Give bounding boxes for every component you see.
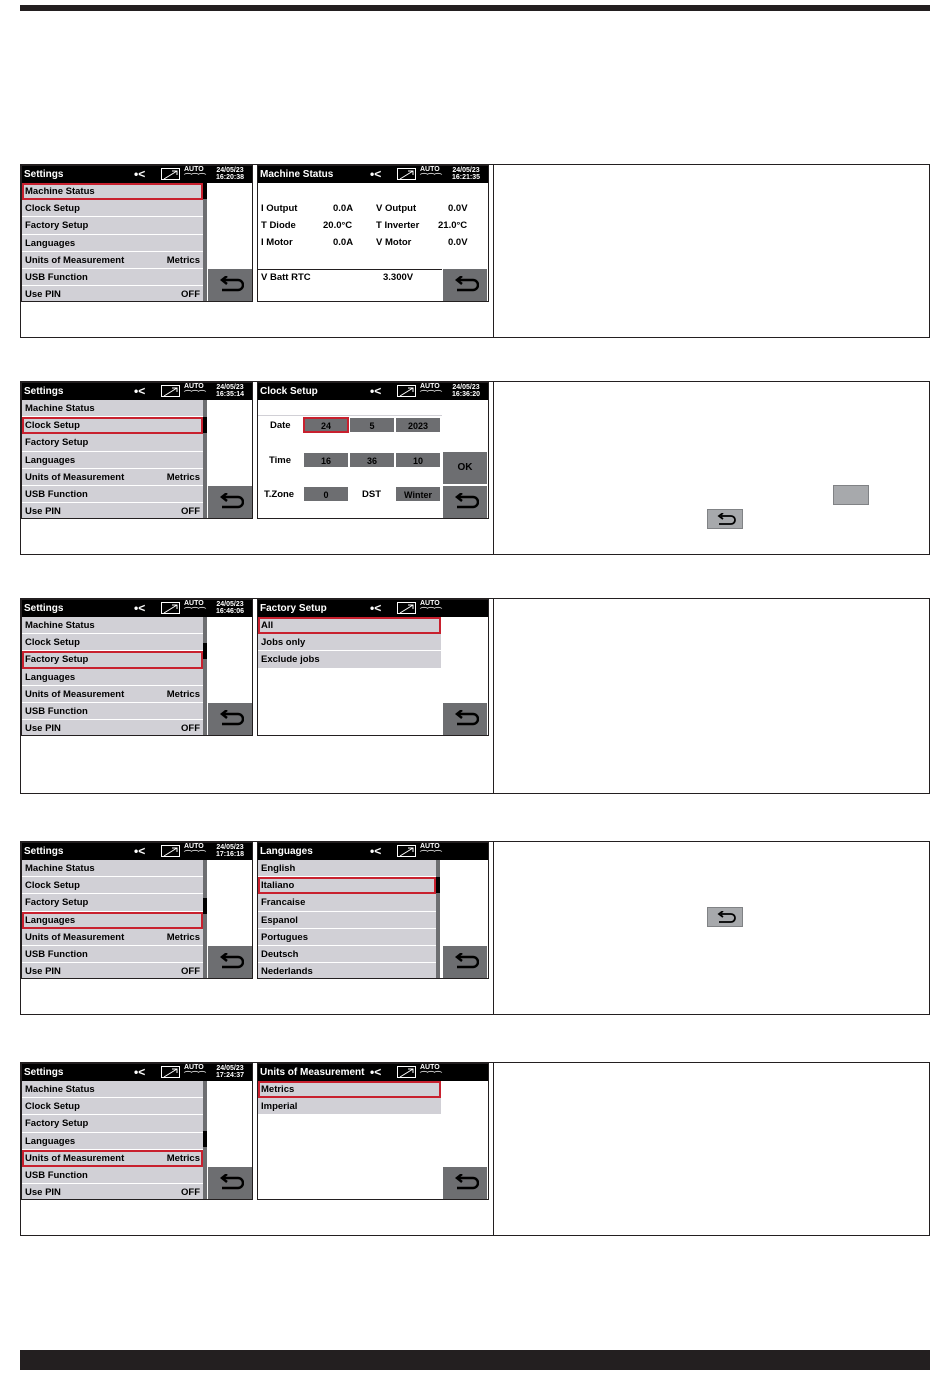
year-field[interactable]: 2023	[395, 417, 441, 433]
menu-item-usb-function[interactable]: USB Function	[22, 269, 203, 286]
wave-icon: ⌒⌒⌒	[184, 850, 205, 859]
header-date: 24/05/23	[452, 384, 480, 391]
wave-icon: ⌒⌒⌒	[420, 850, 441, 859]
back-arrow-icon	[453, 953, 479, 971]
option-jobs-only[interactable]: Jobs only	[258, 634, 441, 651]
back-arrow-icon	[453, 276, 479, 294]
t-diode-label: T Diode	[261, 220, 296, 231]
settings-menu	[22, 860, 203, 979]
status-header	[258, 166, 488, 183]
option-all[interactable]: All	[258, 617, 441, 634]
trend-arrow-icon	[161, 845, 180, 857]
back-arrow-icon	[218, 276, 244, 294]
screen-title: Settings	[24, 386, 64, 397]
header-time: 16:20:38	[215, 174, 245, 181]
settings-screen	[21, 1063, 253, 1200]
i-output-label: I Output	[261, 203, 298, 214]
back-button[interactable]	[442, 702, 488, 736]
trend-arrow-icon	[397, 845, 416, 857]
scroll-thumb[interactable]	[436, 877, 440, 893]
trend-arrow-icon	[397, 602, 416, 614]
i-output-value: 0.0A	[333, 203, 354, 214]
auto-label: AUTO	[184, 383, 204, 390]
screen-title: Machine Status	[260, 169, 334, 180]
status-header	[258, 843, 488, 860]
t-inverter-label: T Inverter	[376, 220, 420, 231]
status-header	[22, 600, 252, 617]
auto-label: AUTO	[420, 383, 440, 390]
back-arrow-icon	[218, 493, 244, 511]
scroll-thumb[interactable]	[203, 417, 207, 433]
field-swatch-icon	[833, 485, 869, 505]
spacer-row	[258, 400, 442, 416]
trend-arrow-icon	[397, 385, 416, 397]
back-arrow-icon	[453, 710, 479, 728]
menu-item-languages[interactable]: Languages	[22, 235, 203, 252]
wave-icon: ⌒⌒⌒	[420, 390, 441, 399]
time-label: Time	[269, 455, 292, 466]
menu-item-units[interactable]: Units of Measurement Metrics	[22, 1150, 203, 1167]
trend-arrow-icon	[397, 168, 416, 180]
language-portugues[interactable]: Portugues	[258, 929, 436, 946]
tzone-field[interactable]: 0	[303, 486, 349, 502]
menu-item-machine-status[interactable]: Machine Status	[22, 183, 203, 200]
option-exclude-jobs[interactable]: Exclude jobs	[258, 651, 441, 668]
scroll-thumb[interactable]	[203, 898, 207, 914]
row-clock-setup	[20, 381, 930, 555]
row-divider	[493, 165, 494, 337]
v-batt-label: V Batt RTC	[261, 272, 311, 283]
wave-icon: ⌒⌒⌒	[184, 607, 205, 616]
row-units	[20, 1062, 930, 1236]
header-time: 16:36:20	[451, 391, 481, 398]
scroll-thumb[interactable]	[203, 1131, 207, 1147]
menu-item-factory-setup[interactable]: Factory Setup	[22, 217, 203, 234]
minute-field[interactable]: 36	[349, 452, 395, 468]
menu-item-languages[interactable]: Languages	[22, 912, 203, 929]
usb-icon: •<	[134, 1065, 146, 1079]
top-rule	[20, 5, 930, 11]
trend-arrow-icon	[161, 1066, 180, 1078]
trend-arrow-icon	[397, 1066, 416, 1078]
back-arrow-icon	[453, 493, 479, 511]
back-button[interactable]	[442, 945, 488, 979]
usb-icon: •<	[370, 844, 382, 858]
settings-menu	[22, 183, 203, 302]
auto-label: AUTO	[184, 166, 204, 173]
menu-item-clock-setup[interactable]: Clock Setup	[22, 417, 203, 434]
v-motor-label: V Motor	[376, 237, 412, 248]
back-button-reference-icon	[707, 907, 743, 927]
language-deutsch[interactable]: Deutsch	[258, 946, 436, 963]
back-button[interactable]	[442, 268, 488, 302]
auto-label: AUTO	[420, 166, 440, 173]
language-italiano[interactable]: Italiano	[258, 877, 436, 894]
date-label: Date	[270, 420, 291, 431]
trend-arrow-icon	[161, 602, 180, 614]
usb-icon: •<	[134, 167, 146, 181]
usb-icon: •<	[370, 167, 382, 181]
settings-menu	[22, 400, 203, 519]
dst-label: DST	[362, 489, 381, 500]
row-divider	[493, 842, 494, 1014]
usb-icon: •<	[134, 384, 146, 398]
row-machine-status	[20, 164, 930, 338]
auto-label: AUTO	[420, 843, 440, 850]
header-date: 24/05/23	[216, 167, 244, 174]
menu-item-usb-function[interactable]: USB Function	[22, 486, 203, 503]
menu-item-languages[interactable]: Languages	[22, 452, 203, 469]
second-field[interactable]: 10	[395, 452, 441, 468]
t-diode-value: 20.0°C	[323, 220, 353, 231]
back-arrow-icon	[218, 953, 244, 971]
menu-item-units[interactable]: Units of Measurement Metrics	[22, 929, 203, 946]
menu-item-use-pin[interactable]: Use PIN OFF	[22, 720, 203, 736]
status-header	[22, 843, 252, 860]
header-date: 24/05/23	[216, 844, 244, 851]
usb-icon: •<	[370, 601, 382, 615]
divider	[258, 269, 442, 270]
status-header	[258, 1064, 488, 1081]
wave-icon: ⌒⌒⌒	[184, 1071, 205, 1080]
settings-screen	[21, 382, 253, 519]
option-metrics[interactable]: Metrics	[258, 1081, 441, 1098]
menu-item-clock-setup[interactable]: Clock Setup	[22, 877, 203, 894]
header-time: 17:24:37	[215, 1072, 245, 1079]
menu-item-usb-function[interactable]: USB Function	[22, 1167, 203, 1184]
trend-arrow-icon	[161, 168, 180, 180]
clock-setup-screen	[257, 382, 489, 519]
menu-item-units[interactable]: Units of Measurement Metrics	[22, 469, 203, 486]
i-motor-value: 0.0A	[333, 237, 354, 248]
back-button[interactable]	[442, 1166, 488, 1200]
row-languages	[20, 841, 930, 1015]
auto-label: AUTO	[420, 600, 440, 607]
auto-label: AUTO	[184, 600, 204, 607]
back-button[interactable]	[207, 268, 253, 302]
menu-item-machine-status[interactable]: Machine Status	[22, 617, 203, 634]
settings-screen	[21, 165, 253, 302]
menu-item-machine-status[interactable]: Machine Status	[22, 1081, 203, 1098]
menu-item-clock-setup[interactable]: Clock Setup	[22, 634, 203, 651]
v-output-label: V Output	[376, 203, 417, 214]
screen-title: Clock Setup	[260, 386, 318, 397]
header-time: 16:35:14	[215, 391, 245, 398]
factory-setup-screen	[257, 599, 489, 736]
screen-title: Settings	[24, 169, 64, 180]
back-arrow-icon	[218, 1174, 244, 1192]
header-date: 24/05/23	[216, 1065, 244, 1072]
back-button[interactable]	[207, 485, 253, 519]
menu-item-languages[interactable]: Languages	[22, 1133, 203, 1150]
ok-button[interactable]: OK	[442, 451, 488, 485]
language-espanol[interactable]: Espanol	[258, 912, 436, 929]
machine-status-screen	[257, 165, 489, 302]
menu-item-machine-status[interactable]: Machine Status	[22, 860, 203, 877]
month-field[interactable]: 5	[349, 417, 395, 433]
menu-item-use-pin[interactable]: Use PIN OFF	[22, 286, 203, 302]
auto-label: AUTO	[184, 843, 204, 850]
usb-icon: •<	[134, 601, 146, 615]
i-motor-label: I Motor	[261, 237, 293, 248]
wave-icon: ⌒⌒⌒	[420, 1071, 441, 1080]
usb-icon: •<	[370, 384, 382, 398]
header-date: 24/05/23	[216, 384, 244, 391]
scroll-thumb[interactable]	[203, 643, 207, 659]
t-inverter-value: 21.0°C	[438, 220, 468, 231]
back-button[interactable]	[207, 945, 253, 979]
status-header	[22, 166, 252, 183]
menu-item-machine-status[interactable]: Machine Status	[22, 400, 203, 417]
back-arrow-icon	[453, 1174, 479, 1192]
menu-item-use-pin[interactable]: Use PIN OFF	[22, 963, 203, 979]
back-button[interactable]	[442, 485, 488, 519]
screen-title: Units of Measurement	[260, 1067, 365, 1078]
menu-item-units[interactable]: Units of Measurement Metrics	[22, 686, 203, 703]
menu-item-factory-setup[interactable]: Factory Setup	[22, 434, 203, 451]
menu-item-use-pin[interactable]: Use PIN OFF	[22, 503, 203, 519]
menu-item-usb-function[interactable]: USB Function	[22, 946, 203, 963]
language-english[interactable]: English	[258, 860, 436, 877]
menu-item-factory-setup[interactable]: Factory Setup	[22, 651, 203, 668]
back-button[interactable]	[207, 1166, 253, 1200]
menu-item-factory-setup[interactable]: Factory Setup	[22, 894, 203, 911]
scrollbar[interactable]	[436, 860, 440, 979]
screen-title: Settings	[24, 846, 64, 857]
menu-item-units[interactable]: Units of Measurement Metrics	[22, 252, 203, 269]
settings-menu	[22, 617, 203, 736]
menu-item-factory-setup[interactable]: Factory Setup	[22, 1115, 203, 1132]
header-time: 16:46:06	[215, 608, 245, 615]
auto-label: AUTO	[420, 1064, 440, 1071]
wave-icon: ⌒⌒⌒	[420, 173, 441, 182]
dst-field[interactable]: Winter	[395, 486, 441, 502]
status-header	[22, 1064, 252, 1081]
menu-item-usb-function[interactable]: USB Function	[22, 703, 203, 720]
header-time: 16:21:35	[451, 174, 481, 181]
units-options-list	[258, 1081, 441, 1115]
wave-icon: ⌒⌒⌒	[420, 607, 441, 616]
header-time: 17:16:18	[215, 851, 245, 858]
tzone-label: T.Zone	[264, 489, 295, 500]
status-header	[22, 383, 252, 400]
auto-label: AUTO	[184, 1064, 204, 1071]
usb-icon: •<	[134, 844, 146, 858]
header-date: 24/05/23	[216, 601, 244, 608]
back-button[interactable]	[207, 702, 253, 736]
menu-item-clock-setup[interactable]: Clock Setup	[22, 1098, 203, 1115]
language-list	[258, 860, 436, 979]
settings-menu	[22, 1081, 203, 1200]
menu-item-use-pin[interactable]: Use PIN OFF	[22, 1184, 203, 1200]
usb-icon: •<	[370, 1065, 382, 1079]
languages-screen	[257, 842, 489, 979]
screen-title: Factory Setup	[260, 603, 327, 614]
v-motor-value: 0.0V	[448, 237, 468, 248]
status-header	[258, 600, 488, 617]
row-divider	[493, 1063, 494, 1235]
trend-arrow-icon	[161, 385, 180, 397]
language-francaise[interactable]: Francaise	[258, 894, 436, 911]
units-screen	[257, 1063, 489, 1200]
scroll-thumb[interactable]	[203, 183, 207, 199]
header-date: 24/05/23	[452, 167, 480, 174]
menu-item-languages[interactable]: Languages	[22, 669, 203, 686]
back-arrow-icon	[218, 710, 244, 728]
option-imperial[interactable]: Imperial	[258, 1098, 441, 1115]
screen-title: Languages	[260, 846, 313, 857]
settings-screen	[21, 599, 253, 736]
status-header	[258, 383, 488, 400]
wave-icon: ⌒⌒⌒	[184, 390, 205, 399]
hour-field[interactable]: 16	[303, 452, 349, 468]
factory-options-list	[258, 617, 441, 669]
back-button-reference-icon	[707, 509, 743, 529]
row-divider	[493, 599, 494, 793]
wave-icon: ⌒⌒⌒	[184, 173, 205, 182]
v-output-value: 0.0V	[448, 203, 468, 214]
language-nederlands[interactable]: Nederlands	[258, 963, 436, 979]
row-factory-setup	[20, 598, 930, 794]
row-divider	[493, 382, 494, 554]
screen-title: Settings	[24, 603, 64, 614]
bottom-rule	[20, 1350, 930, 1370]
day-field[interactable]: 24	[303, 417, 349, 433]
screen-title: Settings	[24, 1067, 64, 1078]
v-batt-value: 3.300V	[383, 272, 414, 283]
settings-screen	[21, 842, 253, 979]
menu-item-clock-setup[interactable]: Clock Setup	[22, 200, 203, 217]
